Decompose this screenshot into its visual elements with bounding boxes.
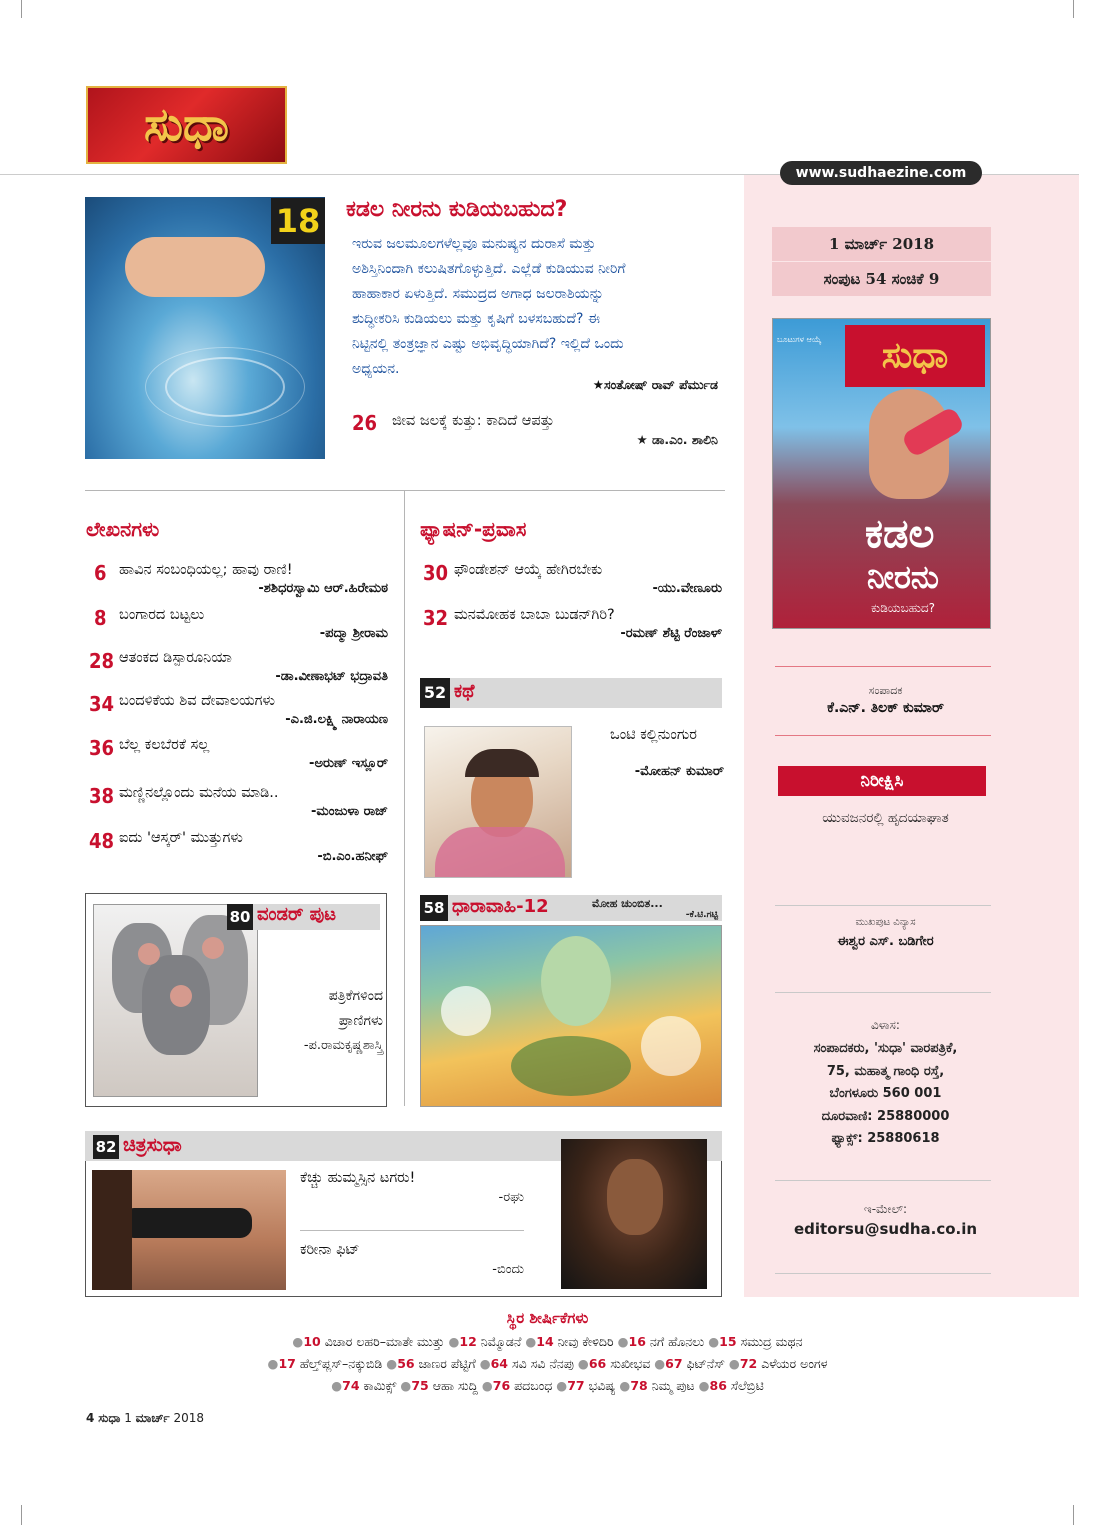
bullet-icon: ● — [708, 1334, 720, 1349]
bullet-icon: ● — [525, 1334, 537, 1349]
cover-headline-1: ಕಡಲ — [865, 511, 935, 557]
bullet-icon: ● — [617, 1334, 629, 1349]
divider — [775, 666, 991, 667]
face-shape — [607, 1159, 663, 1235]
cover-headline-3: ಕುಡಿಯಬಹುದ? — [871, 601, 936, 615]
fax: ಫ್ಯಾಕ್ಸ್: 25880618 — [831, 1131, 940, 1146]
column-rule — [404, 491, 405, 1106]
chitrasudha-item1-author: -ರಘು — [498, 1190, 524, 1205]
footer-year: 2018 — [173, 1411, 204, 1425]
address-line: ಬೆಂಗಳೂರು 560 001 — [829, 1086, 942, 1101]
dharavahi-author: -ಕೆ.ಟಿ.ಗಟ್ಟಿ — [685, 910, 718, 920]
dharavahi-page-number: 58 — [420, 895, 448, 921]
website-link[interactable]: www.sudhaezine.com — [780, 161, 982, 185]
saree-shape — [435, 827, 565, 878]
monkeys-image[interactable] — [93, 904, 258, 1097]
sthira-line3 — [0, 1378, 1095, 1394]
summary-line: ಇರುವ ಜಲಮೂಲಗಳೆಲ್ಲವೂ ಮನುಷ್ಯನ ದುರಾಸೆ ಮತ್ತು — [352, 236, 596, 252]
cover-headline-2: ನೀರನು — [867, 558, 939, 596]
article-author: -ರಮಣ್ ಶೆಟ್ಟಿ ರೆಂಜಾಳ್ — [620, 626, 722, 641]
article-page-number: 48 — [89, 829, 115, 853]
feature-page-number: 18 — [271, 198, 325, 244]
phone: ದೂರವಾಣಿ: 25880000 — [821, 1108, 950, 1124]
kathe-title[interactable]: ಒಂಟಿ ಕಲ್ಲಿನುಂಗುರ — [610, 727, 697, 743]
kareena-image[interactable] — [92, 1170, 286, 1290]
footer-day: 1 — [124, 1411, 132, 1425]
sthira-page: 74 — [342, 1378, 360, 1393]
related-page-number: 26 — [352, 411, 378, 435]
bullet-icon: ● — [267, 1356, 279, 1371]
bullet-icon: ● — [728, 1356, 740, 1371]
divider — [775, 735, 991, 736]
article-author: -ಪದ್ಮಾ ಶ್ರೀರಾಮ — [319, 626, 388, 641]
article-author: -ಶಶಿಧರಸ್ವಾಮಿ ಆರ್.ಹಿರೇಮಠ — [258, 581, 388, 596]
feature-author: ★ಸಂತೋಷ್ ರಾವ್ ಪೆರ್ಮುಡ — [592, 377, 718, 392]
address-block — [744, 1038, 1027, 1151]
bullet-icon: ● — [577, 1356, 589, 1371]
footer-magazine: ಸುಧಾ — [98, 1411, 121, 1425]
sthira-title[interactable]: ವಿಚಾರ ಲಹರಿ–ಮಾತೇ ಮುತ್ತು — [324, 1334, 445, 1349]
chitrasudha-item2-author: -ಬಿಂದು — [492, 1262, 524, 1277]
article-page-number: 8 — [94, 606, 107, 630]
logo-text: ಸುಧಾ — [143, 97, 229, 151]
cover-title: ಸುಧಾ — [845, 325, 985, 387]
sthira-title[interactable]: ನಗೆ ಹೊನಲು — [649, 1334, 705, 1349]
sthira-page: 72 — [739, 1356, 758, 1371]
sthira-line2 — [0, 1356, 1095, 1372]
hair-shape — [92, 1170, 132, 1290]
article-title[interactable]: ಮನಮೋಹಕ ಬಾಬಾ ಬುಡನ್‌ಗಿರಿ? — [454, 607, 615, 623]
article-page-number: 6 — [94, 561, 107, 585]
sthira-title[interactable]: ಎಳೆಯರ ಅಂಗಳ — [761, 1356, 828, 1371]
chitrasudha-heading: ಚಿತ್ರಸುಧಾ — [123, 1134, 182, 1156]
article-page-number: 32 — [423, 606, 449, 630]
sthira-title[interactable]: ನೀವು ಕೇಳಿದಿರಿ — [557, 1334, 614, 1349]
sthira-page: 10 — [303, 1334, 321, 1349]
sthira-page: 17 — [278, 1356, 296, 1371]
summary-line: ನಿಟ್ಟಿನಲ್ಲಿ ತಂತ್ರಜ್ಞಾನ ಎಷ್ಟು ಅಭಿವೃದ್ಧಿಯಾಗಿದೆ? ಇಲ್ಲಿದೆ ಒಂದು — [352, 336, 624, 352]
article-author: -ಬಿ.ಎಂ.ಹನೀಫ್ — [317, 849, 388, 864]
article-page-number: 36 — [89, 736, 115, 760]
article-title[interactable]: ಹಾವಿನ ಸಂಬಂಧಿಯಲ್ಲ; ಹಾವು ರಾಣಿ! — [119, 562, 293, 578]
sthira-title[interactable]: ಕಾಮಿಕ್ಸ್ — [363, 1378, 397, 1393]
article-title[interactable]: ಬಂಗಾರದ ಬಟ್ಟಲು — [119, 607, 205, 623]
article-title[interactable]: ಮಣ್ಣಿನಲ್ಲೊಂದು ಮನೆಯ ಮಾಡಿ.. — [119, 785, 279, 801]
issue-date: 1 ಮಾರ್ಚ್ 2018 — [772, 227, 991, 261]
footer-page-number: 4 — [86, 1411, 95, 1425]
ripple-shape — [145, 347, 305, 427]
chitrasudha-item1-title[interactable]: ಕೆಚ್ಚು ಹುಮ್ಮಸ್ಸಿನ ಟಗರು! — [300, 1170, 416, 1186]
sunglasses-shape — [122, 1208, 252, 1238]
monkey-face — [170, 985, 192, 1007]
chitrasudha-page-number: 82 — [93, 1135, 119, 1159]
summary-line: ಅಶಿಸ್ತಿನಿಂದಾಗಿ ಕಲುಷಿತಗೊಳ್ಳುತ್ತಿದೆ. ಎಲ್ಲೆಡೆ ಕುಡಿಯುವ ನೀರಿಗೆ — [352, 261, 626, 277]
article-page-number: 34 — [89, 692, 115, 716]
sthira-page: 16 — [628, 1334, 646, 1349]
wonder-page-number: 80 — [227, 904, 253, 930]
related-title[interactable]: ಜೀವ ಜಲಕ್ಕೆ ಕುತ್ತು: ಕಾದಿದೆ ಆಪತ್ತು — [392, 413, 555, 429]
sthira-page: 56 — [397, 1356, 415, 1371]
article-page-number: 30 — [423, 561, 449, 585]
sthira-title[interactable]: ಸವಿ ಸವಿ ನೆನಪು — [512, 1356, 574, 1371]
wonder-line2[interactable]: ಪ್ರಾಣಿಗಳು — [338, 1013, 383, 1029]
article-title[interactable]: ಆತಂಕದ ಡಿಸ್ಪಾರೂನಿಯಾ — [119, 650, 232, 666]
editor-name: ಕೆ.ಎನ್. ತಿಲಕ್ ಕುಮಾರ್ — [827, 700, 944, 716]
address-line: 75, ಮಹಾತ್ಮ ಗಾಂಧಿ ರಸ್ತೆ, — [826, 1063, 945, 1079]
wonder-heading: ವಂಡರ್ ಪುಟ — [257, 904, 337, 925]
email-label: ಇ-ಮೇಲ್: — [863, 1202, 908, 1216]
bullet-icon: ● — [331, 1378, 343, 1393]
sthira-title[interactable]: ನಿಮ್ಮೊಡನೆ — [480, 1334, 522, 1349]
wonder-author: -ಪ.ರಾಮಕೃಷ್ಣಶಾಸ್ತ್ರಿ — [303, 1038, 383, 1053]
feature-summary — [352, 232, 732, 382]
sthira-title[interactable]: ಪದಬಂಧ — [514, 1378, 553, 1393]
dharavahi-heading: ಧಾರಾವಾಹಿ-12 — [452, 896, 549, 917]
sthira-page: 67 — [665, 1356, 683, 1371]
sthira-page: 14 — [536, 1334, 554, 1349]
bullet-icon: ● — [400, 1378, 412, 1393]
sthira-page: 77 — [567, 1378, 585, 1393]
bullet-icon: ● — [619, 1378, 631, 1393]
divider — [775, 905, 991, 906]
sthira-page: 86 — [709, 1378, 727, 1393]
bullet-icon: ● — [698, 1378, 710, 1393]
feature-title[interactable]: ಕಡಲ ನೀರನು ಕುಡಿಯಬಹುದ? — [346, 197, 568, 222]
cover-sidebar-text: ಬೂಟುಗಳ ಆಯ್ಕೆ — [777, 335, 822, 344]
sthira-page: 78 — [630, 1378, 648, 1393]
lekhanagalu-heading: ಲೇಖನಗಳು — [86, 517, 160, 541]
article-author: -ಡಾ.ವೀಣಾಭಟ್ ಭದ್ರಾವತಿ — [275, 669, 388, 684]
divider — [775, 1180, 991, 1181]
footer-month: ಮಾರ್ಚ್ — [135, 1411, 170, 1425]
foliage-shape — [511, 1036, 631, 1096]
address-line: ಸಂಪಾದಕರು, 'ಸುಧಾ' ವಾರಪತ್ರಿಕೆ, — [813, 1041, 958, 1056]
cover-thumbnail[interactable] — [772, 318, 991, 629]
article-title[interactable]: ಬೆಲ್ಲ ಕಲಬೆರಕೆ ಸಲ್ಲ — [119, 737, 210, 753]
sthira-title[interactable]: ಸುಖೀಭವ — [610, 1356, 651, 1371]
hands-shape — [125, 237, 265, 297]
summary-line: ಶುದ್ಧೀಕರಿಸಿ ಕುಡಿಯಲು ಮತ್ತು ಕೃಷಿಗೆ ಬಳಸಬಹುದೆ? ಈ — [352, 311, 600, 327]
sthira-page: 76 — [492, 1378, 511, 1393]
summary-line: ಅಧ್ಯಯನ. — [352, 361, 400, 377]
sthira-page: 75 — [411, 1378, 429, 1393]
editor-label: ಸಂಪಾದಕ — [868, 684, 903, 697]
dharavahi-illustration[interactable] — [420, 925, 722, 1107]
divider — [300, 1230, 524, 1231]
article-title[interactable]: ಐದು 'ಆಸ್ಕರ್' ಮುತ್ತುಗಳು — [119, 830, 243, 846]
monkey-face — [138, 943, 160, 965]
article-author: -ಎ.ಜಿ.ಲಕ್ಷ್ಮಿ ನಾರಾಯಣ — [285, 712, 388, 727]
article-page-number: 28 — [89, 649, 115, 673]
bullet-icon: ● — [481, 1378, 493, 1393]
divider — [775, 1273, 991, 1274]
article-page-number: 38 — [89, 784, 115, 808]
sthira-page: 64 — [490, 1356, 509, 1371]
cover-designer: ಈಶ್ವರ ಎಸ್. ಬಡಿಗೇರ — [837, 934, 934, 949]
issue-volume: ಸಂಪುಟ 54 ಸಂಚಿಕೆ 9 — [772, 262, 991, 296]
article-title[interactable]: ಬಂದಳಿಕೆಯ ಶಿವ ದೇವಾಲಯಗಳು — [119, 693, 275, 709]
article-title[interactable]: ಫೌಂಡೇಶನ್ ಆಯ್ಕೆ ಹೇಗಿರಬೇಕು — [454, 562, 603, 578]
sthira-title[interactable]: ಭವಿಷ್ಯ — [588, 1378, 616, 1393]
sthira-title[interactable]: ಫಿಟ್‌ನೆಸ್ — [686, 1356, 725, 1371]
page-footer — [86, 1411, 204, 1426]
dharavahi-title[interactable]: ಮೋಹ ಚುಂಬಿತ... — [592, 897, 663, 910]
chitrasudha-item2-title[interactable]: ಕರೀನಾ ಫಿಟ್ — [300, 1242, 360, 1258]
sthira-page: 66 — [588, 1356, 607, 1371]
actor-image[interactable] — [561, 1139, 707, 1289]
divider — [775, 992, 991, 993]
kathe-heading: ಕಥೆ — [454, 681, 475, 702]
flower-shape — [641, 1016, 701, 1076]
sthira-page: 15 — [719, 1334, 737, 1349]
figure-shape — [541, 936, 611, 1026]
nireekshisi-text[interactable]: ಯುವಜನರಲ್ಲಿ ಹೃದಯಾಘಾತ — [822, 810, 949, 826]
kathe-illustration[interactable] — [424, 726, 572, 878]
section-rule — [85, 490, 725, 491]
nireekshisi-banner: ನಿರೀಕ್ಷಿಸಿ — [778, 766, 986, 796]
sthira-title[interactable]: ಆಹಾ ಸುದ್ದಿ — [432, 1378, 478, 1393]
sthira-title[interactable]: ಸಮುದ್ರ ಮಥನ — [740, 1334, 803, 1349]
sudha-logo[interactable] — [86, 86, 287, 164]
bullet-icon: ● — [386, 1356, 398, 1371]
fashion-heading: ಫ್ಯಾಷನ್-ಪ್ರವಾಸ — [420, 517, 527, 541]
bullet-icon: ● — [479, 1356, 491, 1371]
sthira-title[interactable]: ಜಾಣರ ಪೆಟ್ಟಿಗೆ — [418, 1356, 476, 1371]
wonder-line1[interactable]: ಪತ್ರಿಕೆಗಳಿಂದ — [328, 988, 383, 1004]
article-author: -ಯು.ವೇಣೂರು — [652, 581, 722, 596]
bullet-icon: ● — [448, 1334, 460, 1349]
email-link[interactable]: editorsu@sudha.co.in — [793, 1220, 978, 1238]
sthira-title[interactable]: ಸೆಲೆಬ್ರಿಟಿ — [730, 1378, 764, 1393]
article-author: -ಅರುಣ್ ಇಸ್ಲೂರ್ — [309, 756, 388, 771]
flower-shape — [441, 986, 491, 1036]
related-author: ★ ಡಾ.ಎಂ. ಶಾಲಿನಿ — [636, 432, 718, 447]
kathe-author: -ಮೋಹನ್ ಕುಮಾರ್ — [634, 764, 724, 779]
article-author: -ಮಂಜುಳಾ ರಾಜ್ — [311, 804, 388, 819]
sthira-heading: ಸ್ಥಿರ ಶೀರ್ಷಿಕೆಗಳು — [506, 1309, 589, 1327]
cover-design-label: ಮುಖಪುಟ ವಿನ್ಯಾಸ — [855, 917, 916, 928]
sthira-page: 12 — [459, 1334, 477, 1349]
sthira-title[interactable]: ಹೆಲ್ತ್‌ಪ್ಲಸ್–ನಕ್ಕುಬಿಡಿ — [299, 1356, 383, 1371]
sthira-line1 — [0, 1334, 1095, 1350]
address-label: ವಿಳಾಸ: — [871, 1018, 900, 1032]
bullet-icon: ● — [556, 1378, 568, 1393]
summary-line: ಹಾಹಾಕಾರ ಏಳುತ್ತಿದೆ. ಸಮುದ್ರದ ಅಗಾಧ ಜಲರಾಶಿಯನ್ನು — [352, 286, 604, 302]
monkey-face — [202, 937, 224, 959]
bullet-icon: ● — [292, 1334, 304, 1349]
sthira-title[interactable]: ನಿಮ್ಮ ಪುಟ — [651, 1378, 695, 1393]
bullet-icon: ● — [654, 1356, 666, 1371]
hair-shape — [465, 749, 539, 777]
kathe-page-number: 52 — [420, 678, 450, 708]
